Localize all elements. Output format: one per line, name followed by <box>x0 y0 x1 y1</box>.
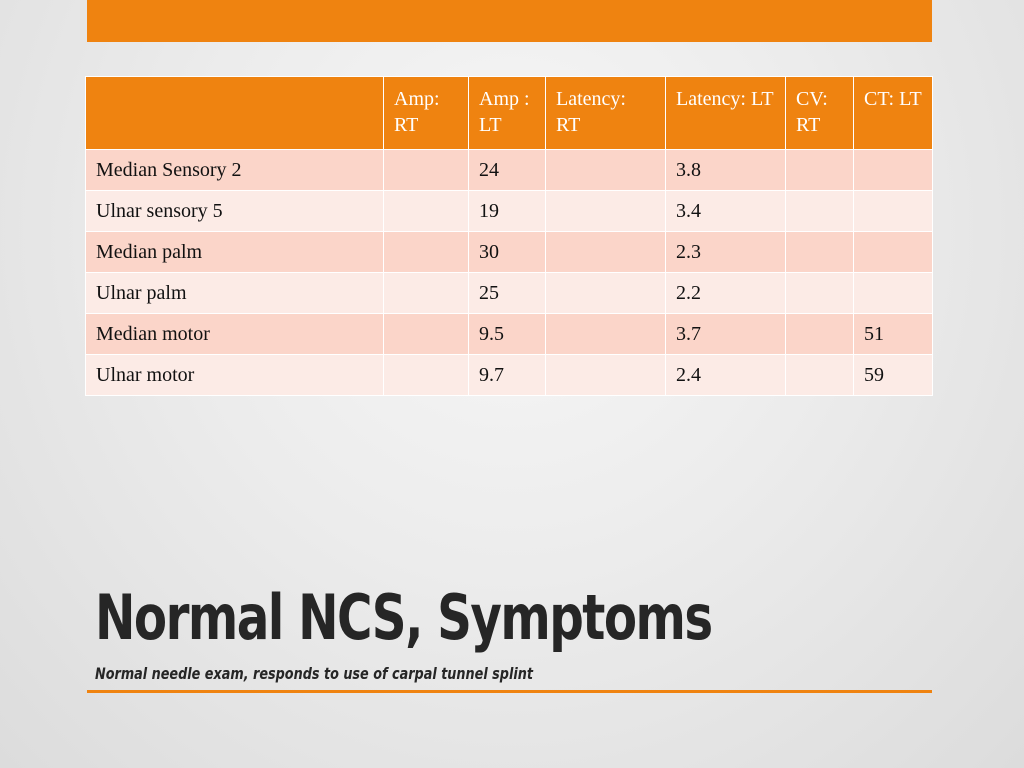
cell-amp-lt: 9.7 <box>469 355 546 396</box>
cell-cv-rt <box>786 273 854 314</box>
cell-amp-lt: 25 <box>469 273 546 314</box>
cell-amp-rt <box>384 273 469 314</box>
cell-ct-lt <box>854 150 933 191</box>
cell-latency-lt: 3.4 <box>666 191 786 232</box>
row-label: Median Sensory 2 <box>86 150 384 191</box>
header-cv-rt: CV: RT <box>786 77 854 150</box>
cell-cv-rt <box>786 355 854 396</box>
table-row <box>86 273 933 314</box>
header-amp-rt: Amp: RT <box>384 77 469 150</box>
cell-amp-rt <box>384 232 469 273</box>
cell-latency-lt: 2.2 <box>666 273 786 314</box>
cell-cv-rt <box>786 150 854 191</box>
table-row <box>86 314 933 355</box>
ncs-results-table <box>85 76 933 396</box>
cell-latency-rt <box>546 150 666 191</box>
header-amp-lt: Amp : LT <box>469 77 546 150</box>
cell-amp-lt: 30 <box>469 232 546 273</box>
row-label: Ulnar motor <box>86 355 384 396</box>
table-row <box>86 150 933 191</box>
cell-latency-lt: 2.3 <box>666 232 786 273</box>
cell-latency-rt <box>546 314 666 355</box>
cell-ct-lt: 59 <box>854 355 933 396</box>
cell-latency-lt: 3.8 <box>666 150 786 191</box>
row-label: Median motor <box>86 314 384 355</box>
header-blank <box>86 77 384 150</box>
table-header-row <box>86 77 933 150</box>
cell-ct-lt <box>854 191 933 232</box>
cell-latency-rt <box>546 232 666 273</box>
header-latency-rt: Latency: RT <box>546 77 666 150</box>
cell-latency-rt <box>546 273 666 314</box>
slide-title: Normal NCS, Symptoms <box>95 581 712 654</box>
cell-latency-rt <box>546 191 666 232</box>
slide-subtitle: Normal needle exam, responds to use of carpal tunnel splint <box>95 664 533 683</box>
cell-cv-rt <box>786 314 854 355</box>
cell-amp-rt <box>384 191 469 232</box>
table-row <box>86 355 933 396</box>
bottom-divider <box>87 690 932 693</box>
header-ct-lt: CT: LT <box>854 77 933 150</box>
cell-amp-lt: 19 <box>469 191 546 232</box>
cell-latency-lt: 3.7 <box>666 314 786 355</box>
top-accent-bar <box>87 0 932 42</box>
cell-cv-rt <box>786 232 854 273</box>
cell-ct-lt: 51 <box>854 314 933 355</box>
row-label: Ulnar sensory 5 <box>86 191 384 232</box>
row-label: Ulnar palm <box>86 273 384 314</box>
cell-cv-rt <box>786 191 854 232</box>
table-row <box>86 232 933 273</box>
cell-ct-lt <box>854 273 933 314</box>
cell-latency-lt: 2.4 <box>666 355 786 396</box>
cell-amp-lt: 9.5 <box>469 314 546 355</box>
cell-latency-rt <box>546 355 666 396</box>
header-latency-lt: Latency: LT <box>666 77 786 150</box>
cell-amp-lt: 24 <box>469 150 546 191</box>
cell-amp-rt <box>384 150 469 191</box>
cell-amp-rt <box>384 355 469 396</box>
table-row <box>86 191 933 232</box>
cell-amp-rt <box>384 314 469 355</box>
row-label: Median palm <box>86 232 384 273</box>
cell-ct-lt <box>854 232 933 273</box>
